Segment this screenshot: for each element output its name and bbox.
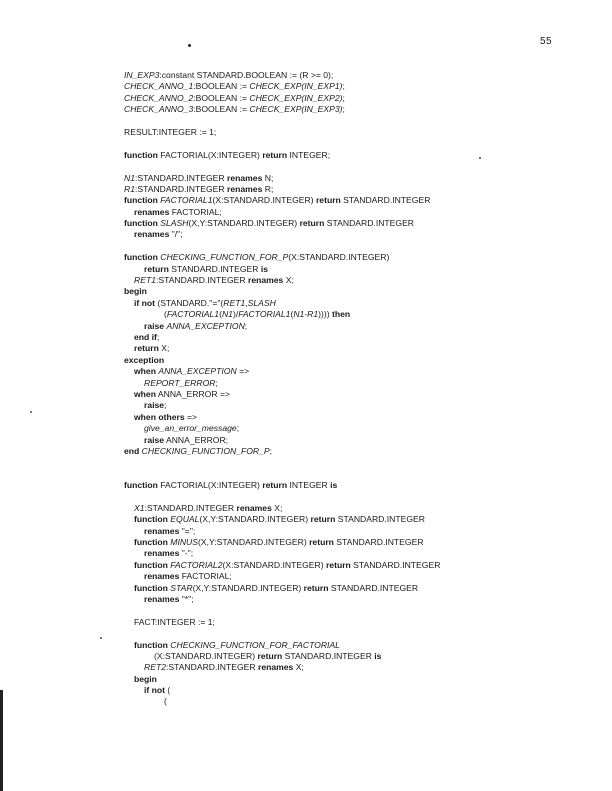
code-line bbox=[124, 286, 594, 297]
keyword-text: renames bbox=[236, 502, 272, 513]
code-text: R; bbox=[262, 183, 274, 194]
annotation-identifier: SLASH bbox=[247, 297, 276, 308]
annotation-identifier: MINUS bbox=[170, 537, 198, 548]
scan-edge-mark bbox=[0, 690, 3, 791]
keyword-text: return bbox=[315, 195, 341, 206]
annotation-identifier: CHECK_EXP(IN_EXP2) bbox=[249, 92, 343, 103]
code-text: ( bbox=[164, 696, 167, 707]
code-text: ; bbox=[269, 445, 273, 456]
code-line bbox=[124, 594, 594, 605]
code-listing bbox=[124, 70, 594, 708]
code-text: STANDARD.INTEGER bbox=[168, 263, 261, 274]
code-text: :BOOLEAN := bbox=[193, 92, 250, 103]
code-text: :STANDARD.INTEGER bbox=[135, 172, 227, 183]
code-text: X; bbox=[158, 343, 170, 354]
code-text: :STANDARD.INTEGER bbox=[135, 183, 227, 194]
code-text: STANDARD.INTEGER bbox=[282, 650, 375, 661]
keyword-text: function bbox=[134, 639, 168, 650]
code-line bbox=[124, 548, 594, 559]
keyword-text: renames bbox=[227, 183, 263, 194]
code-text: :STANDARD.INTEGER bbox=[155, 275, 248, 286]
keyword-text: renames bbox=[144, 571, 180, 582]
code-text: , bbox=[245, 297, 248, 308]
code-text: ; bbox=[244, 320, 248, 331]
code-line bbox=[124, 355, 594, 366]
code-line bbox=[124, 321, 594, 332]
annotation-identifier: FACTORIAL1 bbox=[166, 309, 220, 320]
annotation-identifier: N1 bbox=[124, 172, 135, 183]
annotation-identifier: FACTORIAL2 bbox=[170, 559, 223, 570]
keyword-text: return bbox=[299, 218, 325, 229]
code-text: ( bbox=[219, 309, 222, 320]
keyword-text: renames bbox=[144, 525, 180, 536]
code-text: (X,Y:STANDARD.INTEGER) bbox=[192, 582, 304, 593]
annotation-identifier: ANNA_EXCEPTION bbox=[166, 320, 245, 331]
code-line bbox=[124, 696, 594, 707]
code-line bbox=[124, 537, 594, 548]
code-text: STANDARD.INTEGER bbox=[340, 195, 431, 206]
code-line bbox=[124, 423, 594, 434]
keyword-text: renames bbox=[257, 662, 294, 673]
annotation-identifier: N1-R1 bbox=[293, 309, 319, 320]
code-text: ANNA_ERROR => bbox=[155, 388, 230, 399]
blank-line bbox=[124, 116, 594, 127]
code-text: INTEGER; bbox=[287, 149, 331, 160]
blank-line bbox=[124, 491, 594, 502]
annotation-identifier: REPORT_ERROR bbox=[144, 377, 216, 388]
code-text: :constant STANDARD.BOOLEAN := (R >= 0); bbox=[159, 70, 334, 80]
code-text: STANDARD.INTEGER bbox=[350, 559, 441, 570]
code-text: :BOOLEAN := bbox=[193, 104, 250, 115]
keyword-text: renames bbox=[134, 206, 170, 217]
code-text: (X:STANDARD.INTEGER) bbox=[154, 650, 258, 661]
code-text: ; bbox=[342, 92, 345, 103]
code-text: X; bbox=[293, 662, 304, 673]
code-line bbox=[124, 480, 594, 491]
code-line bbox=[124, 195, 594, 206]
keyword-text: function bbox=[124, 252, 158, 263]
keyword-text: return bbox=[257, 650, 283, 661]
keyword-text: when others bbox=[134, 411, 185, 422]
keyword-text: function bbox=[134, 514, 168, 525]
keyword-text: return bbox=[309, 537, 334, 548]
blank-line bbox=[124, 138, 594, 149]
keyword-text: end bbox=[124, 445, 140, 456]
code-line bbox=[124, 662, 594, 673]
code-line bbox=[124, 514, 594, 525]
code-text: => bbox=[184, 411, 198, 422]
code-text: STANDARD.INTEGER bbox=[328, 582, 419, 593]
code-text: (STANDARD."="( bbox=[155, 297, 224, 308]
scan-speck bbox=[100, 637, 102, 639]
annotation-identifier: CHECK_ANNO_3 bbox=[124, 104, 194, 115]
keyword-text: function bbox=[134, 537, 168, 548]
keyword-text: is bbox=[374, 650, 382, 661]
blank-line bbox=[124, 161, 594, 172]
code-text: "/"; bbox=[169, 229, 183, 240]
code-line bbox=[124, 81, 594, 92]
annotation-identifier: FACTORIAL1 bbox=[238, 309, 291, 320]
blank-line bbox=[124, 605, 594, 616]
code-text: STANDARD.INTEGER bbox=[335, 514, 425, 525]
annotation-identifier: RET2 bbox=[144, 662, 166, 673]
keyword-text: function bbox=[124, 195, 158, 206]
keyword-text: raise bbox=[144, 400, 165, 411]
annotation-identifier: ANNA_EXCEPTION bbox=[158, 366, 237, 377]
annotation-identifier: EQUAL bbox=[170, 514, 200, 525]
code-text: ( bbox=[165, 685, 171, 696]
code-text: RESULT:INTEGER := 1; bbox=[124, 126, 217, 137]
keyword-text: return bbox=[310, 514, 336, 525]
code-text: :STANDARD.INTEGER bbox=[144, 502, 237, 513]
code-line bbox=[124, 389, 594, 400]
keyword-text: is bbox=[330, 480, 338, 491]
code-line bbox=[124, 127, 594, 138]
keyword-text: when bbox=[134, 388, 156, 399]
annotation-identifier: X1 bbox=[134, 502, 145, 513]
code-line bbox=[124, 343, 594, 354]
code-text: X; bbox=[271, 502, 283, 513]
keyword-text: return bbox=[303, 582, 329, 593]
keyword-text: renames bbox=[247, 275, 284, 286]
code-text: (X,Y:STANDARD.INTEGER) bbox=[197, 537, 310, 548]
code-text: FACTORIAL; bbox=[179, 571, 232, 582]
keyword-text: raise bbox=[144, 320, 165, 331]
annotation-identifier: CHECK_EXP(IN_EXP3) bbox=[249, 104, 343, 115]
code-text: INTEGER bbox=[287, 480, 331, 491]
code-line bbox=[124, 207, 594, 218]
code-text: FACTORIAL(X:INTEGER) bbox=[157, 149, 263, 160]
keyword-text: return bbox=[134, 343, 159, 354]
keyword-text: return bbox=[325, 559, 351, 570]
keyword-text: then bbox=[329, 309, 351, 320]
annotation-identifier: N1 bbox=[221, 309, 233, 320]
blank-line bbox=[124, 241, 594, 252]
code-text: FACTORIAL; bbox=[169, 206, 222, 217]
code-text: (X,Y:STANDARD.INTEGER) bbox=[199, 514, 311, 525]
keyword-text: function bbox=[134, 559, 168, 570]
code-text: (X:STANDARD.INTEGER) bbox=[222, 559, 326, 570]
annotation-identifier: FACTORIAL1 bbox=[160, 195, 213, 206]
annotation-identifier: CHECKING_FUNCTION_FOR_FACTORIAL bbox=[170, 639, 340, 650]
code-line bbox=[124, 252, 594, 263]
annotation-identifier: CHECK_EXP(IN_EXP1) bbox=[249, 81, 343, 92]
keyword-text: renames bbox=[134, 229, 170, 240]
code-text: "-"; bbox=[179, 548, 194, 559]
code-line bbox=[124, 70, 594, 81]
keyword-text: when bbox=[134, 366, 156, 377]
code-text: )/ bbox=[232, 309, 239, 320]
code-text: (X:STANDARD.INTEGER) bbox=[212, 195, 316, 206]
keyword-text: if not bbox=[144, 685, 165, 696]
code-text: "="; bbox=[179, 525, 196, 536]
annotation-identifier: STAR bbox=[170, 582, 193, 593]
code-text: ; bbox=[342, 104, 345, 115]
code-line bbox=[124, 298, 594, 309]
code-text: ; bbox=[156, 331, 160, 342]
blank-line bbox=[124, 628, 594, 639]
code-text: (X,Y:STANDARD.INTEGER) bbox=[188, 218, 300, 229]
code-line bbox=[124, 503, 594, 514]
annotation-identifier: CHECK_ANNO_1 bbox=[124, 81, 194, 92]
code-text: ANNA_ERROR; bbox=[164, 434, 229, 445]
annotation-identifier: IN_EXP3 bbox=[124, 70, 160, 80]
code-line bbox=[124, 275, 594, 286]
keyword-text: is bbox=[260, 263, 269, 274]
scan-speck bbox=[188, 44, 191, 47]
keyword-text: function bbox=[124, 480, 158, 491]
code-line bbox=[124, 640, 594, 651]
code-text: :STANDARD.INTEGER bbox=[165, 662, 258, 673]
code-line bbox=[124, 218, 594, 229]
code-text: X; bbox=[283, 275, 294, 286]
keyword-text: begin bbox=[124, 286, 147, 297]
annotation-identifier: CHECK_ANNO_2 bbox=[124, 92, 194, 103]
keyword-text: return bbox=[262, 480, 288, 491]
code-line bbox=[124, 229, 594, 240]
code-text: STANDARD.INTEGER bbox=[333, 537, 424, 548]
code-text: ( bbox=[290, 309, 294, 320]
keyword-text: return bbox=[262, 149, 288, 160]
code-line bbox=[124, 674, 594, 685]
code-line bbox=[124, 184, 594, 195]
annotation-identifier: RET1 bbox=[223, 297, 246, 308]
keyword-text: renames bbox=[144, 593, 180, 604]
code-line bbox=[124, 435, 594, 446]
code-text: STANDARD.INTEGER bbox=[324, 218, 415, 229]
code-line bbox=[124, 400, 594, 411]
code-line bbox=[124, 526, 594, 537]
keyword-text: if not bbox=[134, 297, 155, 308]
blank-line bbox=[124, 457, 594, 468]
code-line bbox=[124, 583, 594, 594]
code-line bbox=[124, 309, 594, 320]
code-line bbox=[124, 571, 594, 582]
keyword-text: raise bbox=[144, 434, 165, 445]
code-text: )))) bbox=[318, 309, 330, 320]
code-text: ; bbox=[215, 377, 218, 388]
code-line bbox=[124, 651, 594, 662]
keyword-text: return bbox=[144, 263, 169, 274]
code-text: (X:STANDARD.INTEGER) bbox=[288, 252, 390, 263]
code-text: :BOOLEAN := bbox=[193, 81, 250, 92]
code-line bbox=[124, 617, 594, 628]
keyword-text: function bbox=[134, 582, 168, 593]
code-line bbox=[124, 104, 594, 115]
keyword-text: renames bbox=[227, 172, 263, 183]
annotation-identifier: SLASH bbox=[160, 218, 189, 229]
code-line bbox=[124, 412, 594, 423]
code-text: FACTORIAL(X:INTEGER) bbox=[157, 480, 263, 491]
code-text: ( bbox=[164, 309, 167, 320]
annotation-identifier: give_an_error_message bbox=[144, 423, 237, 434]
code-line bbox=[124, 685, 594, 696]
code-text: ; bbox=[342, 81, 345, 92]
code-line bbox=[124, 150, 594, 161]
scan-speck bbox=[30, 411, 32, 413]
page-number: 55 bbox=[540, 36, 553, 47]
code-text: ; bbox=[236, 423, 240, 434]
annotation-identifier: CHECKING_FUNCTION_FOR_P bbox=[141, 445, 270, 456]
code-line bbox=[124, 93, 594, 104]
code-text: N; bbox=[262, 172, 274, 183]
code-text: "*"; bbox=[179, 593, 194, 604]
code-line bbox=[124, 366, 594, 377]
code-line bbox=[124, 264, 594, 275]
code-line bbox=[124, 560, 594, 571]
keyword-text: function bbox=[124, 149, 158, 160]
keyword-text: function bbox=[124, 218, 158, 229]
blank-line bbox=[124, 469, 594, 480]
annotation-identifier: RET1 bbox=[134, 275, 156, 286]
code-line bbox=[124, 446, 594, 457]
keyword-text: renames bbox=[144, 548, 180, 559]
annotation-identifier: CHECKING_FUNCTION_FOR_P bbox=[160, 252, 289, 263]
keyword-text: exception bbox=[124, 354, 165, 365]
code-line bbox=[124, 332, 594, 343]
code-line bbox=[124, 378, 594, 389]
code-text: ; bbox=[164, 400, 167, 411]
keyword-text: begin bbox=[134, 673, 157, 684]
annotation-identifier: R1 bbox=[124, 183, 135, 194]
code-line bbox=[124, 173, 594, 184]
code-text: FACT:INTEGER := 1; bbox=[134, 616, 215, 627]
keyword-text: end if bbox=[134, 331, 157, 342]
code-text: => bbox=[236, 366, 250, 377]
